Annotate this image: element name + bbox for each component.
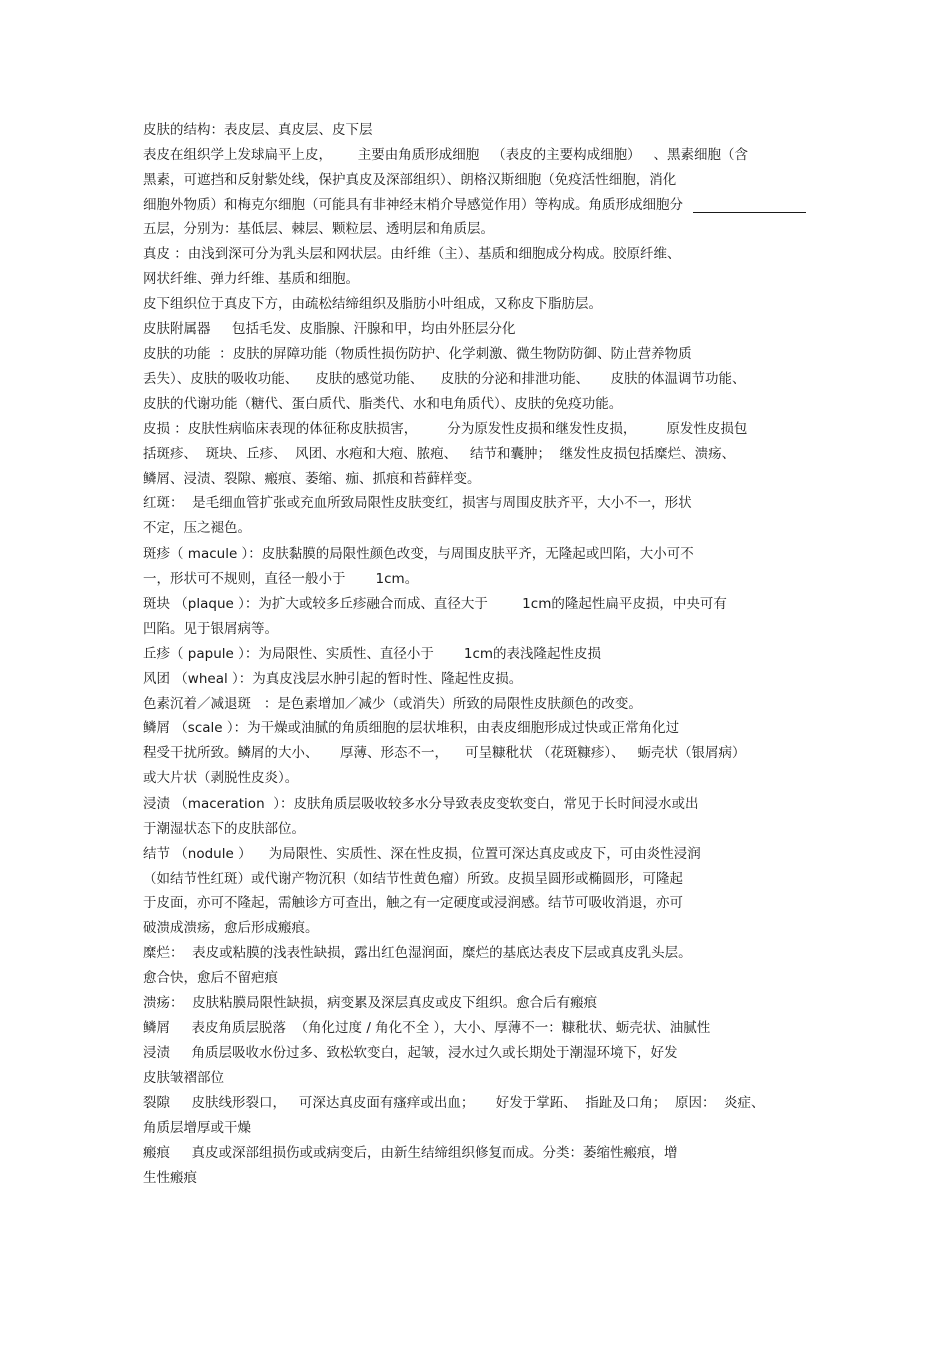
text-line: 风团 （wheal ）：为真皮浅层水肿引起的暂时性、隆起性皮损。 [143,671,523,687]
text-line: 鳞屑、浸渍、裂隙、瘢痕、萎缩、痂、抓痕和苔藓样变。 [143,471,481,487]
text-line: 浸渍 （maceration ）：皮肤角质层吸收较多水分导致表皮变软变白，常见于长时间浸水或出 [143,796,699,812]
text-line: 裂隙 皮肤线形裂口， 可深达真皮面有瘙痒或出血； 好发于掌跖、 指趾及口角； 原因： 炎症、 [143,1095,765,1111]
text-line: 或大片状（剥脱性皮炎）。 [143,770,299,786]
text-line: 红斑： 是毛细血管扩张或充血所致局限性皮肤变红，损害与周围皮肤齐平，大小不一，形状 [143,495,692,511]
text-line: 皮下组织位于真皮下方，由疏松结缔组织及脂肪小叶组成，又称皮下脂肪层。 [143,296,602,312]
text-line: 皮损 ：皮肤性病临床表现的体征称皮肤损害， 分为原发性皮损和继发性皮损， 原发性皮损包 [143,421,748,437]
text-line: 破溃成溃疡，愈后形成瘢痕。 [143,920,319,936]
text-line: 斑疹（ macule ）：皮肤黏膜的局限性颜色改变，与周围皮肤平齐，无隆起或凹陷，大小可不 [143,546,694,562]
text-line: （如结节性红斑）或代谢产物沉积（如结节性黄色瘤）所致。皮损呈圆形或椭圆形，可隆起 [143,871,683,887]
text-line: 斑块 （plaque ）：为扩大或较多丘疹融合而成、直径大于 1cm的隆起性扁平皮损，中央可有 [143,596,727,612]
text-line: 丢失）、皮肤的吸收功能、 皮肤的感觉功能、 皮肤的分泌和排泄功能、 皮肤的体温调节功能、 [143,371,746,387]
text-line: 黑素，可遮挡和反射紫处线，保护真皮及深部组织）、朗格汉斯细胞（免疫活性细胞，消化 [143,172,677,188]
text-line: 于皮面，亦可不隆起，需触诊方可查出，触之有一定硬度或浸润感。结节可吸收消退，亦可 [143,895,683,911]
text-line: 浸渍 角质层吸收水份过多、致松软变白，起皱，浸水过久或长期处于潮湿环境下，好发 [143,1045,678,1061]
text-line: 皮肤的功能 ：皮肤的屏障功能（物质性损伤防护、化学刺激、微生物防防御、防止营养物质 [143,346,692,362]
text-line: 括斑疹、 斑块、丘疹、 风团、水疱和大疱、脓疱、 结节和囊肿； 继发性皮损包括糜烂、溃疡、 [143,446,736,462]
text-line: 细胞外物质）和梅克尔细胞（可能具有非神经末梢介导感觉作用）等构成。角质形成细胞分 [143,197,683,213]
text-line: 丘疹（ papule ）：为局限性、实质性、直径小于 1cm的表浅隆起性皮损 [143,646,602,662]
text-line: 生性瘢痕 [143,1170,197,1186]
text-line: 结节 （nodule ） 为局限性、实质性、深在性皮损，位置可深达真皮或皮下，可由炎性浸润 [143,846,701,862]
text-line: 五层，分别为：基低层、棘层、颗粒层、透明层和角质层。 [143,221,494,237]
text-line: 网状纤维、弹力纤维、基质和细胞。 [143,271,359,287]
text-line: 角质层增厚或干燥 [143,1120,251,1136]
text-line: 程受干扰所致。鳞屑的大小、 厚薄、形态不一， 可呈糠秕状 （花斑糠疹）、 蛎壳状（银屑病） [143,745,746,761]
text-line: 皮肤皱褶部位 [143,1070,224,1086]
text-line: 皮肤附属器 包括毛发、皮脂腺、汗腺和甲，均由外胚层分化 [143,321,516,337]
text-line: 真皮 ：由浅到深可分为乳头层和网状层。由纤维（主）、基质和细胞成分构成。胶原纤维、 [143,246,681,262]
text-line: 表皮在组织学上发球扁平上皮， 主要由角质形成细胞 （表皮的主要构成细胞） 、黑素细胞（含 [143,147,748,163]
text-line: 溃疡： 皮肤粘膜局限性缺损，病变累及深层真皮或皮下组织。愈合后有瘢痕 [143,995,598,1011]
text-line: 皮肤的结构：表皮层、真皮层、皮下层 [143,122,373,138]
text-line: 鳞屑 （scale ）：为干燥或油腻的角质细胞的层状堆积，由表皮细胞形成过快或正常角化过 [143,720,680,736]
text-line: 鳞屑 表皮角质层脱落 （角化过度 / 角化不全 ），大小、厚薄不一：糠秕状、蛎壳状、油腻性 [143,1020,711,1036]
text-line: 不定，压之褪色。 [143,520,251,536]
text-line: 愈合快，愈后不留疤痕 [143,970,278,986]
text-line: 瘢痕 真皮或深部组损伤或或病变后，由新生结缔组织修复而成。分类：萎缩性瘢痕，增 [143,1145,678,1161]
text-line: 凹陷。见于银屑病等。 [143,621,278,637]
text-line: 皮肤的代谢功能（糖代、蛋白质代、脂类代、水和电角质代）、皮肤的免疫功能。 [143,396,623,412]
underline-mark [693,212,806,213]
text-line: 一，形状可不规则，直径一般小于 1cm。 [143,571,419,587]
text-line: 于潮湿状态下的皮肤部位。 [143,821,305,837]
text-line: 糜烂： 表皮或粘膜的浅表性缺损，露出红色湿润面，糜烂的基底达表皮下层或真皮乳头层。 [143,945,692,961]
text-line: 色素沉着／减退斑 ：是色素增加／减少（或消失）所致的局限性皮肤颜色的改变。 [143,696,642,712]
